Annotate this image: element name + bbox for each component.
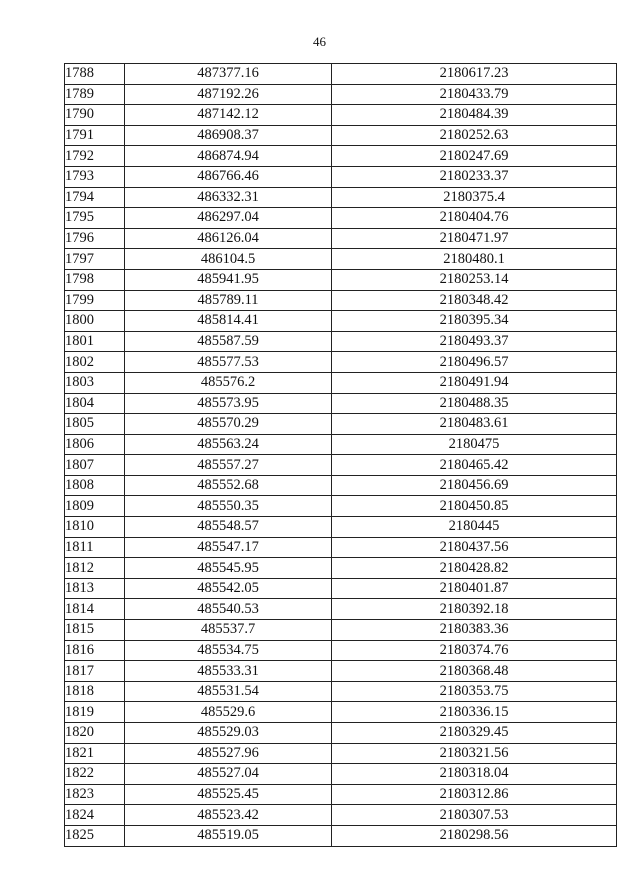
- x-coordinate-cell: 485523.42: [125, 805, 332, 826]
- y-coordinate-cell: 2180247.69: [332, 146, 617, 167]
- table-row: [65, 434, 617, 455]
- table-row: [65, 414, 617, 435]
- point-number-cell: 1797: [65, 249, 125, 270]
- x-coordinate-cell: 485540.53: [125, 599, 332, 620]
- table-row: [65, 640, 617, 661]
- point-number-cell: 1791: [65, 125, 125, 146]
- table-row: [65, 825, 617, 846]
- x-coordinate-cell: 486908.37: [125, 125, 332, 146]
- point-number-cell: 1808: [65, 475, 125, 496]
- x-coordinate-cell: 486297.04: [125, 208, 332, 229]
- x-coordinate-cell: 487192.26: [125, 84, 332, 105]
- point-number-cell: 1809: [65, 496, 125, 517]
- point-number-cell: 1814: [65, 599, 125, 620]
- point-number-cell: 1800: [65, 311, 125, 332]
- x-coordinate-cell: 487377.16: [125, 64, 332, 85]
- point-number-cell: 1802: [65, 352, 125, 373]
- y-coordinate-cell: 2180483.61: [332, 414, 617, 435]
- table-row: [65, 475, 617, 496]
- y-coordinate-cell: 2180445: [332, 517, 617, 538]
- table-row: [65, 166, 617, 187]
- table-row: [65, 702, 617, 723]
- y-coordinate-cell: 2180428.82: [332, 558, 617, 579]
- y-coordinate-cell: 2180321.56: [332, 743, 617, 764]
- y-coordinate-cell: 2180253.14: [332, 269, 617, 290]
- table-row: [65, 723, 617, 744]
- table-row: [65, 311, 617, 332]
- table-row: [65, 558, 617, 579]
- coordinates-table-body: [65, 64, 617, 847]
- x-coordinate-cell: 486332.31: [125, 187, 332, 208]
- y-coordinate-cell: 2180348.42: [332, 290, 617, 311]
- x-coordinate-cell: 485531.54: [125, 681, 332, 702]
- point-number-cell: 1810: [65, 517, 125, 538]
- x-coordinate-cell: 485529.03: [125, 723, 332, 744]
- table-row: [65, 620, 617, 641]
- point-number-cell: 1824: [65, 805, 125, 826]
- x-coordinate-cell: 486766.46: [125, 166, 332, 187]
- y-coordinate-cell: 2180368.48: [332, 661, 617, 682]
- point-number-cell: 1819: [65, 702, 125, 723]
- point-number-cell: 1793: [65, 166, 125, 187]
- point-number-cell: 1815: [65, 620, 125, 641]
- point-number-cell: 1811: [65, 537, 125, 558]
- x-coordinate-cell: 485557.27: [125, 455, 332, 476]
- x-coordinate-cell: 485576.2: [125, 372, 332, 393]
- y-coordinate-cell: 2180465.42: [332, 455, 617, 476]
- x-coordinate-cell: 486874.94: [125, 146, 332, 167]
- x-coordinate-cell: 485563.24: [125, 434, 332, 455]
- x-coordinate-cell: 485534.75: [125, 640, 332, 661]
- x-coordinate-cell: 485552.68: [125, 475, 332, 496]
- x-coordinate-cell: 485789.11: [125, 290, 332, 311]
- point-number-cell: 1801: [65, 331, 125, 352]
- x-coordinate-cell: 485941.95: [125, 269, 332, 290]
- table-row: [65, 764, 617, 785]
- x-coordinate-cell: 486104.5: [125, 249, 332, 270]
- table-row: [65, 599, 617, 620]
- table-row: [65, 517, 617, 538]
- y-coordinate-cell: 2180395.34: [332, 311, 617, 332]
- x-coordinate-cell: 485527.04: [125, 764, 332, 785]
- y-coordinate-cell: 2180450.85: [332, 496, 617, 517]
- y-coordinate-cell: 2180484.39: [332, 105, 617, 126]
- point-number-cell: 1788: [65, 64, 125, 85]
- table-row: [65, 290, 617, 311]
- x-coordinate-cell: 485542.05: [125, 578, 332, 599]
- x-coordinate-cell: 485577.53: [125, 352, 332, 373]
- y-coordinate-cell: 2180437.56: [332, 537, 617, 558]
- y-coordinate-cell: 2180298.56: [332, 825, 617, 846]
- x-coordinate-cell: 485550.35: [125, 496, 332, 517]
- table-row: [65, 372, 617, 393]
- table-row: [65, 393, 617, 414]
- y-coordinate-cell: 2180353.75: [332, 681, 617, 702]
- y-coordinate-cell: 2180404.76: [332, 208, 617, 229]
- point-number-cell: 1807: [65, 455, 125, 476]
- x-coordinate-cell: 485525.45: [125, 784, 332, 805]
- x-coordinate-cell: 485573.95: [125, 393, 332, 414]
- y-coordinate-cell: 2180375.4: [332, 187, 617, 208]
- table-row: [65, 331, 617, 352]
- y-coordinate-cell: 2180493.37: [332, 331, 617, 352]
- point-number-cell: 1806: [65, 434, 125, 455]
- y-coordinate-cell: 2180374.76: [332, 640, 617, 661]
- table-row: [65, 681, 617, 702]
- table-row: [65, 208, 617, 229]
- point-number-cell: 1799: [65, 290, 125, 311]
- table-row: [65, 269, 617, 290]
- y-coordinate-cell: 2180475: [332, 434, 617, 455]
- point-number-cell: 1812: [65, 558, 125, 579]
- coordinates-table: [64, 63, 617, 847]
- x-coordinate-cell: 485814.41: [125, 311, 332, 332]
- point-number-cell: 1820: [65, 723, 125, 744]
- point-number-cell: 1813: [65, 578, 125, 599]
- x-coordinate-cell: 485519.05: [125, 825, 332, 846]
- x-coordinate-cell: 487142.12: [125, 105, 332, 126]
- point-number-cell: 1805: [65, 414, 125, 435]
- table-row: [65, 125, 617, 146]
- table-row: [65, 64, 617, 85]
- table-row: [65, 146, 617, 167]
- y-coordinate-cell: 2180329.45: [332, 723, 617, 744]
- y-coordinate-cell: 2180318.04: [332, 764, 617, 785]
- y-coordinate-cell: 2180401.87: [332, 578, 617, 599]
- x-coordinate-cell: 485548.57: [125, 517, 332, 538]
- y-coordinate-cell: 2180252.63: [332, 125, 617, 146]
- point-number-cell: 1794: [65, 187, 125, 208]
- x-coordinate-cell: 485527.96: [125, 743, 332, 764]
- point-number-cell: 1822: [65, 764, 125, 785]
- point-number-cell: 1803: [65, 372, 125, 393]
- y-coordinate-cell: 2180456.69: [332, 475, 617, 496]
- y-coordinate-cell: 2180233.37: [332, 166, 617, 187]
- y-coordinate-cell: 2180480.1: [332, 249, 617, 270]
- point-number-cell: 1796: [65, 228, 125, 249]
- y-coordinate-cell: 2180307.53: [332, 805, 617, 826]
- y-coordinate-cell: 2180496.57: [332, 352, 617, 373]
- x-coordinate-cell: 485587.59: [125, 331, 332, 352]
- point-number-cell: 1795: [65, 208, 125, 229]
- page-number: 46: [313, 34, 326, 49]
- y-coordinate-cell: 2180491.94: [332, 372, 617, 393]
- point-number-cell: 1823: [65, 784, 125, 805]
- y-coordinate-cell: 2180392.18: [332, 599, 617, 620]
- table-row: [65, 537, 617, 558]
- x-coordinate-cell: 485570.29: [125, 414, 332, 435]
- point-number-cell: 1790: [65, 105, 125, 126]
- point-number-cell: 1825: [65, 825, 125, 846]
- table-row: [65, 661, 617, 682]
- x-coordinate-cell: 485537.7: [125, 620, 332, 641]
- table-row: [65, 228, 617, 249]
- table-row: [65, 496, 617, 517]
- table-row: [65, 805, 617, 826]
- point-number-cell: 1821: [65, 743, 125, 764]
- x-coordinate-cell: 485547.17: [125, 537, 332, 558]
- y-coordinate-cell: 2180433.79: [332, 84, 617, 105]
- point-number-cell: 1804: [65, 393, 125, 414]
- x-coordinate-cell: 486126.04: [125, 228, 332, 249]
- y-coordinate-cell: 2180617.23: [332, 64, 617, 85]
- point-number-cell: 1818: [65, 681, 125, 702]
- table-row: [65, 578, 617, 599]
- y-coordinate-cell: 2180471.97: [332, 228, 617, 249]
- table-row: [65, 249, 617, 270]
- table-row: [65, 187, 617, 208]
- table-row: [65, 105, 617, 126]
- x-coordinate-cell: 485533.31: [125, 661, 332, 682]
- x-coordinate-cell: 485545.95: [125, 558, 332, 579]
- y-coordinate-cell: 2180383.36: [332, 620, 617, 641]
- table-row: [65, 352, 617, 373]
- point-number-cell: 1816: [65, 640, 125, 661]
- table-row: [65, 743, 617, 764]
- point-number-cell: 1798: [65, 269, 125, 290]
- point-number-cell: 1817: [65, 661, 125, 682]
- point-number-cell: 1789: [65, 84, 125, 105]
- point-number-cell: 1792: [65, 146, 125, 167]
- x-coordinate-cell: 485529.6: [125, 702, 332, 723]
- y-coordinate-cell: 2180488.35: [332, 393, 617, 414]
- y-coordinate-cell: 2180336.15: [332, 702, 617, 723]
- table-row: [65, 84, 617, 105]
- table-row: [65, 455, 617, 476]
- y-coordinate-cell: 2180312.86: [332, 784, 617, 805]
- table-row: [65, 784, 617, 805]
